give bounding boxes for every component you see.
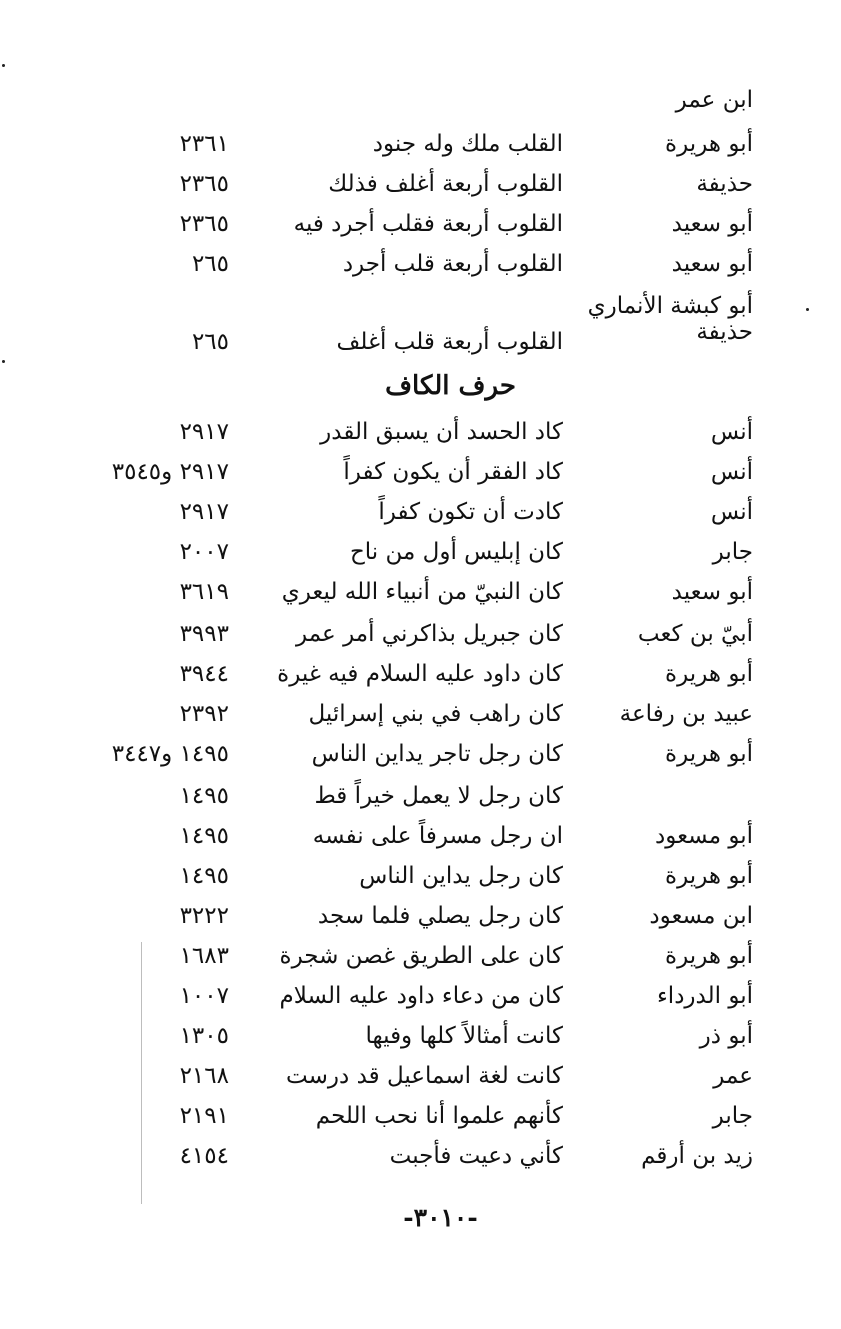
index-entry — [0, 244, 841, 284]
narrator-name: حذيفة — [696, 171, 753, 197]
hadith-text: القلوب أربعة قلب أغلف — [336, 329, 563, 355]
index-entry — [0, 1136, 841, 1176]
narrator-name: أبو كبشة الأنماري — [587, 293, 753, 319]
index-entry — [0, 734, 841, 774]
hadith-number: ١٤٩٥ — [179, 823, 229, 849]
narrator-name: أبو هريرة — [665, 863, 753, 889]
narrator-name: أبو هريرة — [665, 741, 753, 767]
narrator-name: أبو سعيد — [671, 251, 753, 277]
narrator-name: أبو هريرة — [665, 943, 753, 969]
index-entry — [0, 856, 841, 896]
narrator-name: حذيفة — [696, 319, 753, 345]
index-entry — [0, 322, 841, 362]
hadith-number: ٢١٩١ — [179, 1103, 229, 1129]
hadith-number: ٢٠٠٧ — [179, 539, 229, 565]
narrator-name: أبو سعيد — [671, 579, 753, 605]
hadith-text: كانت أمثالاً كلها وفيها — [365, 1023, 563, 1049]
scan-speck — [2, 360, 5, 363]
hadith-number: ٢٣٩٢ — [179, 701, 229, 727]
hadith-number: ٢٣٦١ — [179, 131, 229, 157]
hadith-number: ٢١٦٨ — [179, 1063, 229, 1089]
narrator-name: زيد بن أرقم — [641, 1143, 753, 1169]
narrator-name: أبو سعيد — [671, 211, 753, 237]
narrator-name: عمر — [713, 1063, 753, 1089]
scan-speck — [806, 308, 809, 311]
index-entry — [0, 492, 841, 532]
index-entry — [0, 614, 841, 654]
hadith-text: كان النبيّ من أنبياء الله ليعري — [281, 579, 563, 605]
hadith-text: كان إبليس أول من ناح — [349, 539, 563, 565]
scan-speck — [2, 64, 5, 67]
hadith-text: كان على الطريق غصن شجرة — [279, 943, 563, 969]
index-entry — [0, 896, 841, 936]
narrator-name: جابر — [712, 539, 753, 565]
hadith-number: ٣٦١٩ — [179, 579, 229, 605]
narrator-name: أبيّ بن كعب — [637, 621, 753, 647]
index-entry — [0, 572, 841, 612]
narrator-name: أبو هريرة — [665, 661, 753, 687]
hadith-number: ٢٦٥ — [191, 251, 229, 277]
narrator-name: أبو مسعود — [654, 823, 753, 849]
hadith-text: كان رجل يصلي فلما سجد — [317, 903, 563, 929]
hadith-number: ١٣٠٥ — [179, 1023, 229, 1049]
section-title: حرف الكاف — [385, 371, 516, 401]
narrator-name: أبو هريرة — [665, 131, 753, 157]
index-entry — [0, 976, 841, 1016]
narrator-name: ابن عمر — [675, 87, 753, 113]
hadith-number: ٢٩١٧ و٣٥٤٥ — [111, 459, 229, 485]
narrator-name: ابن مسعود — [649, 903, 753, 929]
index-entry — [0, 532, 841, 572]
hadith-text: ان رجل مسرفاً على نفسه — [312, 823, 563, 849]
hadith-number: ٢٩١٧ — [179, 499, 229, 525]
hadith-text: القلوب أربعة فقلب أجرد فيه — [293, 211, 563, 237]
hadith-text: القلوب أربعة قلب أجرد — [342, 251, 563, 277]
narrator-name: أنس — [710, 419, 753, 445]
index-entry — [0, 936, 841, 976]
hadith-text: كان داود عليه السلام فيه غيرة — [277, 661, 563, 687]
hadith-number: ٣٩٩٣ — [179, 621, 229, 647]
narrator-name: جابر — [712, 1103, 753, 1129]
hadith-text: كان راهب في بني إسرائيل — [308, 701, 563, 727]
hadith-text: كادت أن تكون كفراً — [378, 499, 563, 525]
hadith-text: القلوب أربعة أغلف فذلك — [328, 171, 563, 197]
hadith-number: ٢٣٦٥ — [179, 211, 229, 237]
hadith-number: ٢٦٥ — [191, 329, 229, 355]
margin-rule — [141, 942, 142, 1204]
hadith-number: ٣٩٤٤ — [179, 661, 229, 687]
hadith-text: كأني دعيت فأجبت — [389, 1143, 563, 1169]
hadith-number: ١٦٨٣ — [179, 943, 229, 969]
index-entry — [0, 124, 841, 164]
index-entry — [0, 452, 841, 492]
hadith-number: ١٤٩٥ — [179, 783, 229, 809]
index-entry — [0, 80, 841, 120]
hadith-text: كأنهم علموا أنا نحب اللحم — [315, 1103, 563, 1129]
narrator-name: أبو الدرداء — [656, 983, 753, 1009]
hadith-text: كان رجل تاجر يداين الناس — [311, 741, 563, 767]
hadith-number: ٣٢٢٢ — [179, 903, 229, 929]
narrator-name: أنس — [710, 459, 753, 485]
hadith-number: ١٤٩٥ و٣٤٤٧ — [111, 741, 229, 767]
index-entry — [0, 1096, 841, 1136]
index-entry — [0, 204, 841, 244]
hadith-text: كان رجل لا يعمل خيراً قط — [314, 783, 563, 809]
hadith-text: كانت لغة اسماعيل قد درست — [286, 1063, 563, 1089]
index-entry — [0, 1056, 841, 1096]
page-number: -٣٠١٠- — [403, 1203, 478, 1232]
index-entry — [0, 776, 841, 816]
hadith-number: ١٠٠٧ — [179, 983, 229, 1009]
hadith-text: القلب ملك وله جنود — [372, 131, 563, 157]
hadith-number: ٢٩١٧ — [179, 419, 229, 445]
hadith-number: ٢٣٦٥ — [179, 171, 229, 197]
hadith-number: ٤١٥٤ — [179, 1143, 229, 1169]
hadith-text: كان من دعاء داود عليه السلام — [279, 983, 563, 1009]
index-entry — [0, 694, 841, 734]
index-entry — [0, 412, 841, 452]
narrator-name: أنس — [710, 499, 753, 525]
narrator-name: عبيد بن رفاعة — [619, 701, 753, 727]
hadith-text: كاد الفقر أن يكون كفراً — [343, 459, 563, 485]
index-entry — [0, 164, 841, 204]
hadith-text: كان جبريل بذاكرني أمر عمر — [296, 621, 563, 647]
hadith-text: كاد الحسد أن يسبق القدر — [320, 419, 563, 445]
index-entry — [0, 816, 841, 856]
index-entry — [0, 1016, 841, 1056]
narrator-name: أبو ذر — [699, 1023, 753, 1049]
hadith-text: كان رجل يداين الناس — [359, 863, 563, 889]
hadith-number: ١٤٩٥ — [179, 863, 229, 889]
index-entry — [0, 654, 841, 694]
